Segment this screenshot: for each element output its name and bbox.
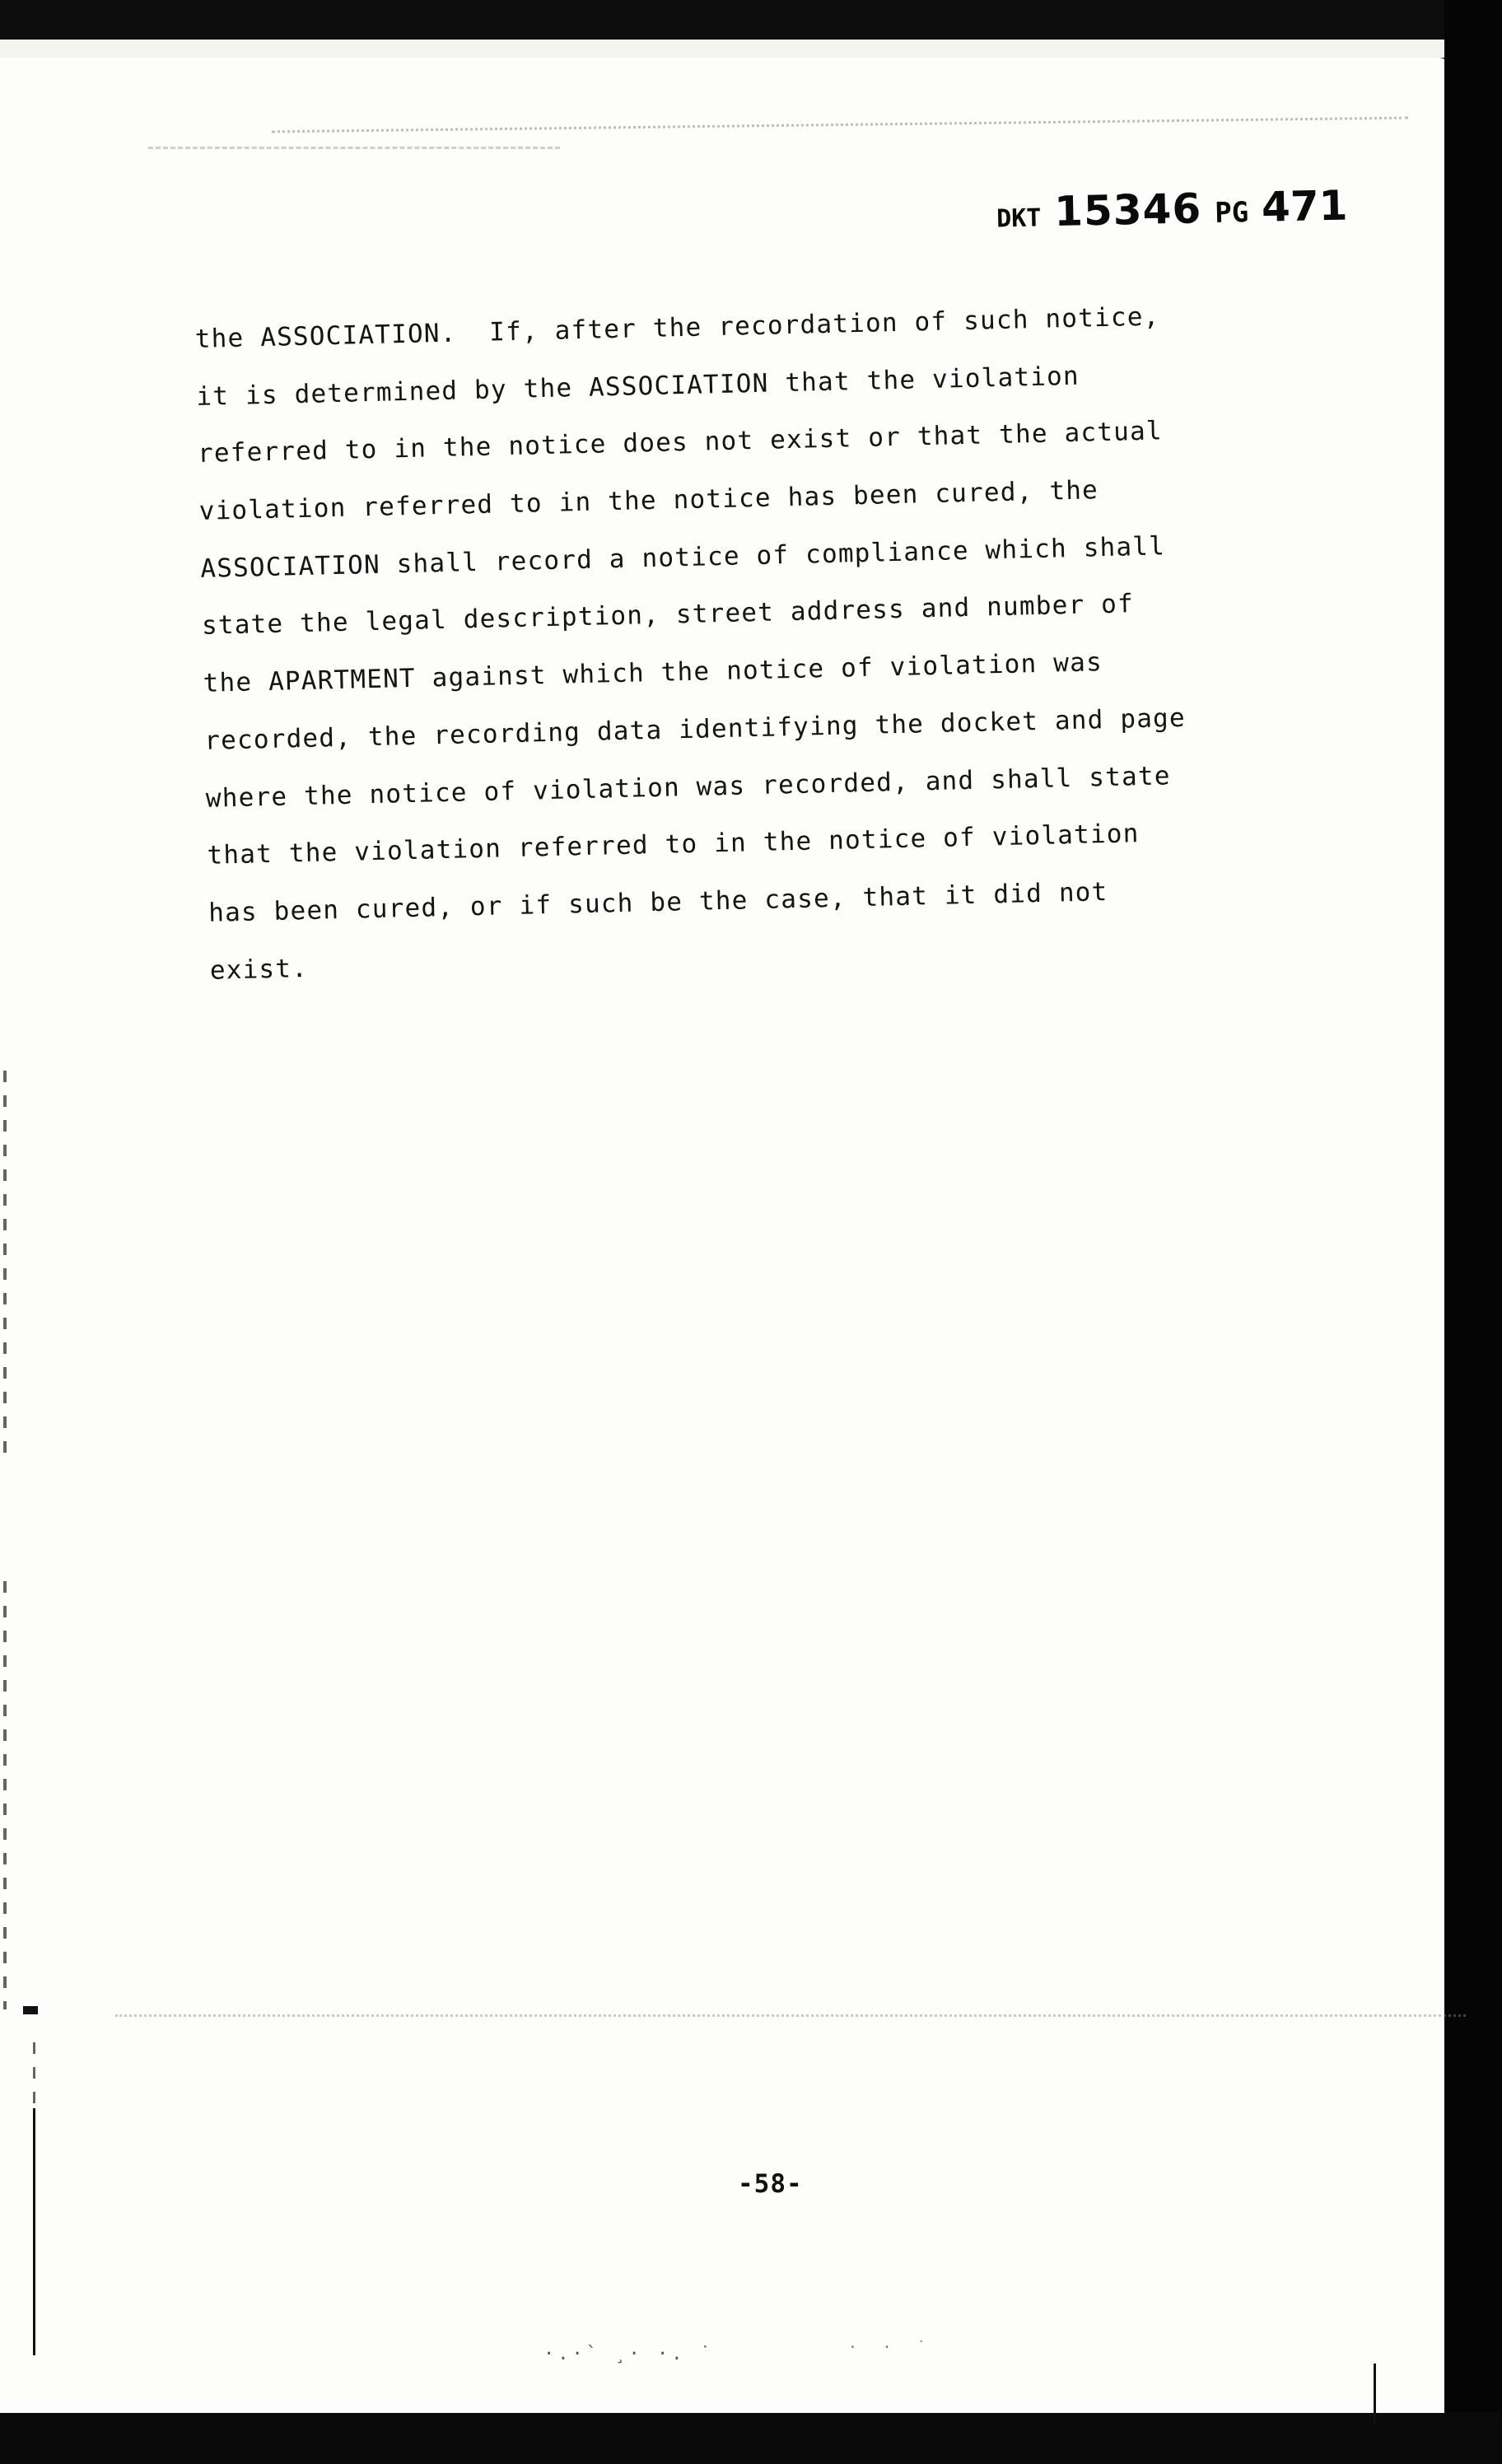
scan-noise-line: [148, 147, 560, 149]
text-line: where the notice of violation was recorded, and shall state: [205, 760, 1171, 814]
scan-noise-line: [115, 2014, 1466, 2017]
scan-right-edge: [1444, 0, 1502, 2464]
text-line: recorded, the recording data identifying the docket and page: [203, 702, 1187, 756]
text-line: exist.: [209, 953, 309, 986]
body-paragraph: [194, 284, 1363, 1000]
page-number: -58-: [738, 2169, 803, 2199]
docket-prefix: DKT: [996, 203, 1042, 234]
margin-rule: [1374, 2364, 1376, 2423]
scan-smudge: ·.·` ¸· ·. ˙: [543, 2344, 714, 2364]
text-line: that the violation referred to in the notice of violation: [207, 819, 1140, 870]
margin-ticks: [3, 1071, 7, 1466]
scan-top-edge: [0, 0, 1502, 58]
recording-stamp: [996, 182, 1348, 237]
text-line: the APARTMENT against which the notice of violation was: [203, 647, 1103, 698]
text-line: state the legal description, street address and number of: [201, 589, 1135, 642]
docket-number: 15346: [1053, 184, 1202, 236]
margin-rule: [33, 2108, 35, 2355]
text-line: ASSOCIATION shall record a notice of compliance which shall: [199, 531, 1166, 584]
text-line: referred to in the notice does not exist or that the actual: [197, 416, 1164, 469]
scan-smudge: · · ˙: [848, 2339, 935, 2356]
text-line: it is determined by the ASSOCIATION that the violation: [196, 361, 1080, 412]
margin-ticks: [3, 1581, 7, 2009]
page-label: PG: [1214, 196, 1249, 230]
scan-bottom-edge: [0, 2413, 1502, 2464]
text-line: has been cured, or if such be the case, that it did not: [208, 876, 1108, 928]
stamp-page-number: 471: [1261, 181, 1349, 231]
text-line: violation referred to in the notice has been cured, the: [198, 475, 1099, 526]
margin-mark: [23, 2006, 38, 2014]
text-line: the ASSOCIATION. If, after the recordation of such notice,: [194, 301, 1160, 354]
